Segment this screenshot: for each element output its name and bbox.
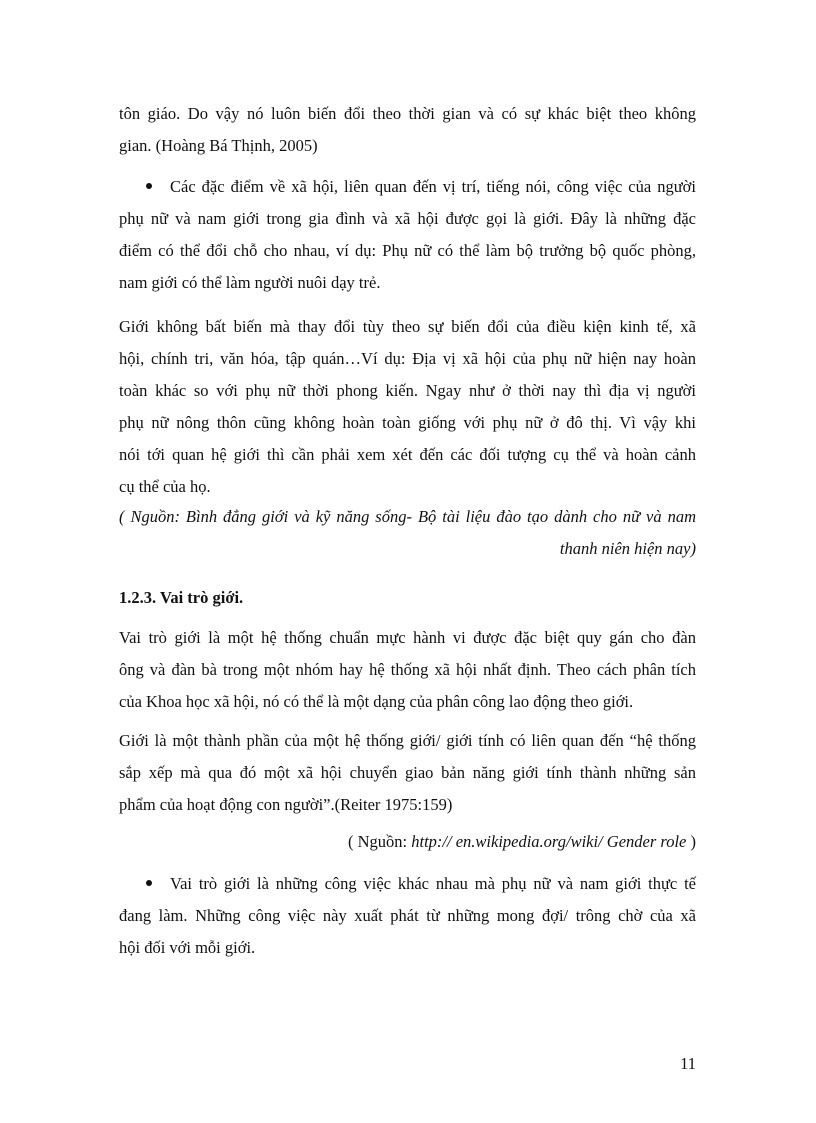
text-line: cụ thể của họ.	[119, 477, 211, 496]
section-heading: 1.2.3. Vai trò giới.	[119, 588, 244, 607]
text-line: hội, chính tri, văn hóa, tập quán…Ví dụ: Địa vị xã hội của phụ nữ hiện nay hoàn	[119, 349, 696, 368]
text-line: tôn giáo. Do vậy nó luôn biến đổi theo thời gian và có sự khác biệt theo không	[119, 104, 696, 123]
paragraph-continuation	[119, 98, 696, 162]
bullet-item-gender-traits-continued	[119, 203, 696, 299]
paragraph-gender-role-definition	[119, 622, 696, 718]
text-line: phụ nữ nông thôn cũng không hoàn toàn giống với phụ nữ ở đô thị. Vì vậy khi	[119, 413, 696, 432]
bullet-item-gender-role-continued	[119, 900, 696, 964]
text-line: sắp xếp mà qua đó một xã hội chuyển giao bản năng giới tính thành những sản	[119, 763, 696, 782]
text-line: của Khoa học xã hội, nó có thể là một dạng của phân công lao động theo giới.	[119, 692, 634, 711]
bullet-icon	[146, 880, 152, 886]
text-line: ông và đàn bà trong một nhóm hay hệ thống xã hội nhất định. Theo cách phân tích	[119, 660, 696, 679]
text-line: đang làm. Những công việc này xuất phát từ những mong đợi/ trông chờ của xã	[119, 906, 696, 925]
bullet-item-gender-traits	[170, 171, 696, 203]
text-line: gian. (Hoàng Bá Thịnh, 2005)	[119, 136, 318, 155]
text-line: nam giới có thể làm người nuôi dạy trẻ.	[119, 273, 381, 292]
text-line: nói tới quan hệ giới thì cần phải xem xét đến các đối tượng cụ thể và hoàn cảnh	[119, 445, 696, 464]
text-line: Giới không bất biến mà thay đổi tùy theo sự biến đổi của điều kiện kinh tế, xã	[119, 317, 696, 336]
paragraph-gender-system	[119, 725, 696, 821]
bullet-item-gender-role	[170, 868, 696, 900]
text-line: hội đối với mỗi giới.	[119, 938, 256, 957]
source-citation	[119, 501, 696, 565]
text-line: Vai trò giới là một hệ thống chuẩn mực hành vi được đặc biệt quy gán cho đàn	[119, 628, 696, 647]
text-line: phụ nữ và nam giới trong gia đình và xã hội được gọi là giới. Đây là những đặc	[119, 209, 696, 228]
source-suffix: )	[686, 832, 696, 851]
text-line: thanh niên hiện nay)	[559, 539, 696, 558]
text-line: Giới là một thành phần của một hệ thống giới/ giới tính có liên quan đến “hệ thống	[119, 731, 696, 750]
text-line: Vai trò giới là những công việc khác nhau mà phụ nữ và nam giới thực tế	[170, 874, 696, 893]
bullet-icon	[146, 183, 152, 189]
source-citation-wikipedia	[119, 826, 696, 858]
text-line: Các đặc điểm về xã hội, liên quan đến vị trí, tiếng nói, công việc của người	[170, 177, 696, 196]
source-prefix: ( Nguồn:	[348, 832, 412, 851]
text-line: ( Nguồn: Bình đẳng giới và kỹ năng sống- Bộ tài liệu đào tạo dành cho nữ và nam	[119, 507, 696, 526]
text-line: toàn khác so với phụ nữ thời phong kiến. Ngay như ở thời nay thì địa vị người	[119, 381, 696, 400]
page-number: 11	[680, 1054, 696, 1073]
text-line: điểm có thể đổi chỗ cho nhau, ví dụ: Phụ nữ có thể làm bộ trưởng bộ quốc phòng,	[119, 241, 696, 260]
source-link: http:// en.wikipedia.org/wiki/ Gender role	[411, 832, 687, 851]
text-line: phẩm của hoạt động con người”.(Reiter 1975:159)	[119, 795, 453, 814]
paragraph-gender-change	[119, 311, 696, 503]
